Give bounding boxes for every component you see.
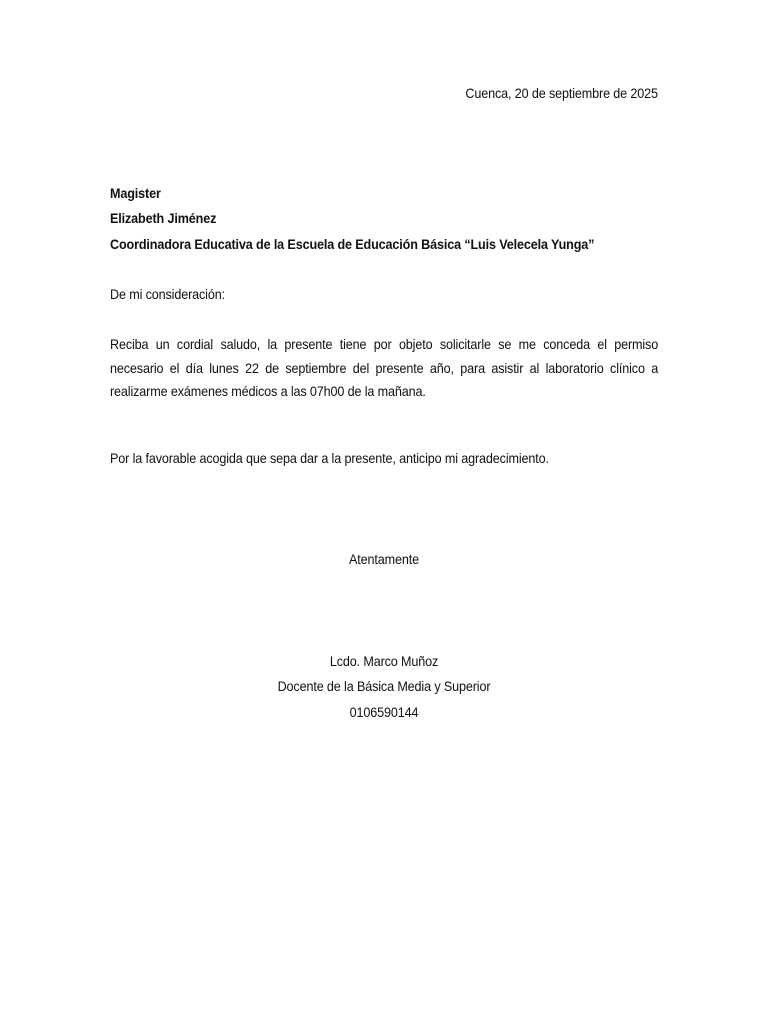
recipient-position: Coordinadora Educativa de la Escuela de Educación Básica “Luis Velecela Yunga” [110,236,595,252]
closing: Atentamente [349,551,419,567]
place-date: Cuenca, 20 de septiembre de 2025 [465,85,658,101]
salutation: De mi consideración: [110,286,225,302]
signature-id-number: 0106590144 [349,704,419,720]
signature-role: Docente de la Básica Media y Superior [277,678,491,694]
body-paragraph: Reciba un cordial saludo, la presente tiene por objeto solicitarle se me conceda el permiso necesario el día lunes 22 de septiembre del presente año, para asistir al laboratorio clínico a realizarme exámenes médicos a las 07h00 de la mañana. [110,336,659,399]
signature-name: Lcdo. Marco Muñoz [329,653,439,669]
recipient-title: Magister [110,185,161,201]
closing-paragraph: Por la favorable acogida que sepa dar a la presente, anticipo mi agradecimiento. [110,450,549,466]
recipient-name: Elizabeth Jiménez [110,210,217,226]
